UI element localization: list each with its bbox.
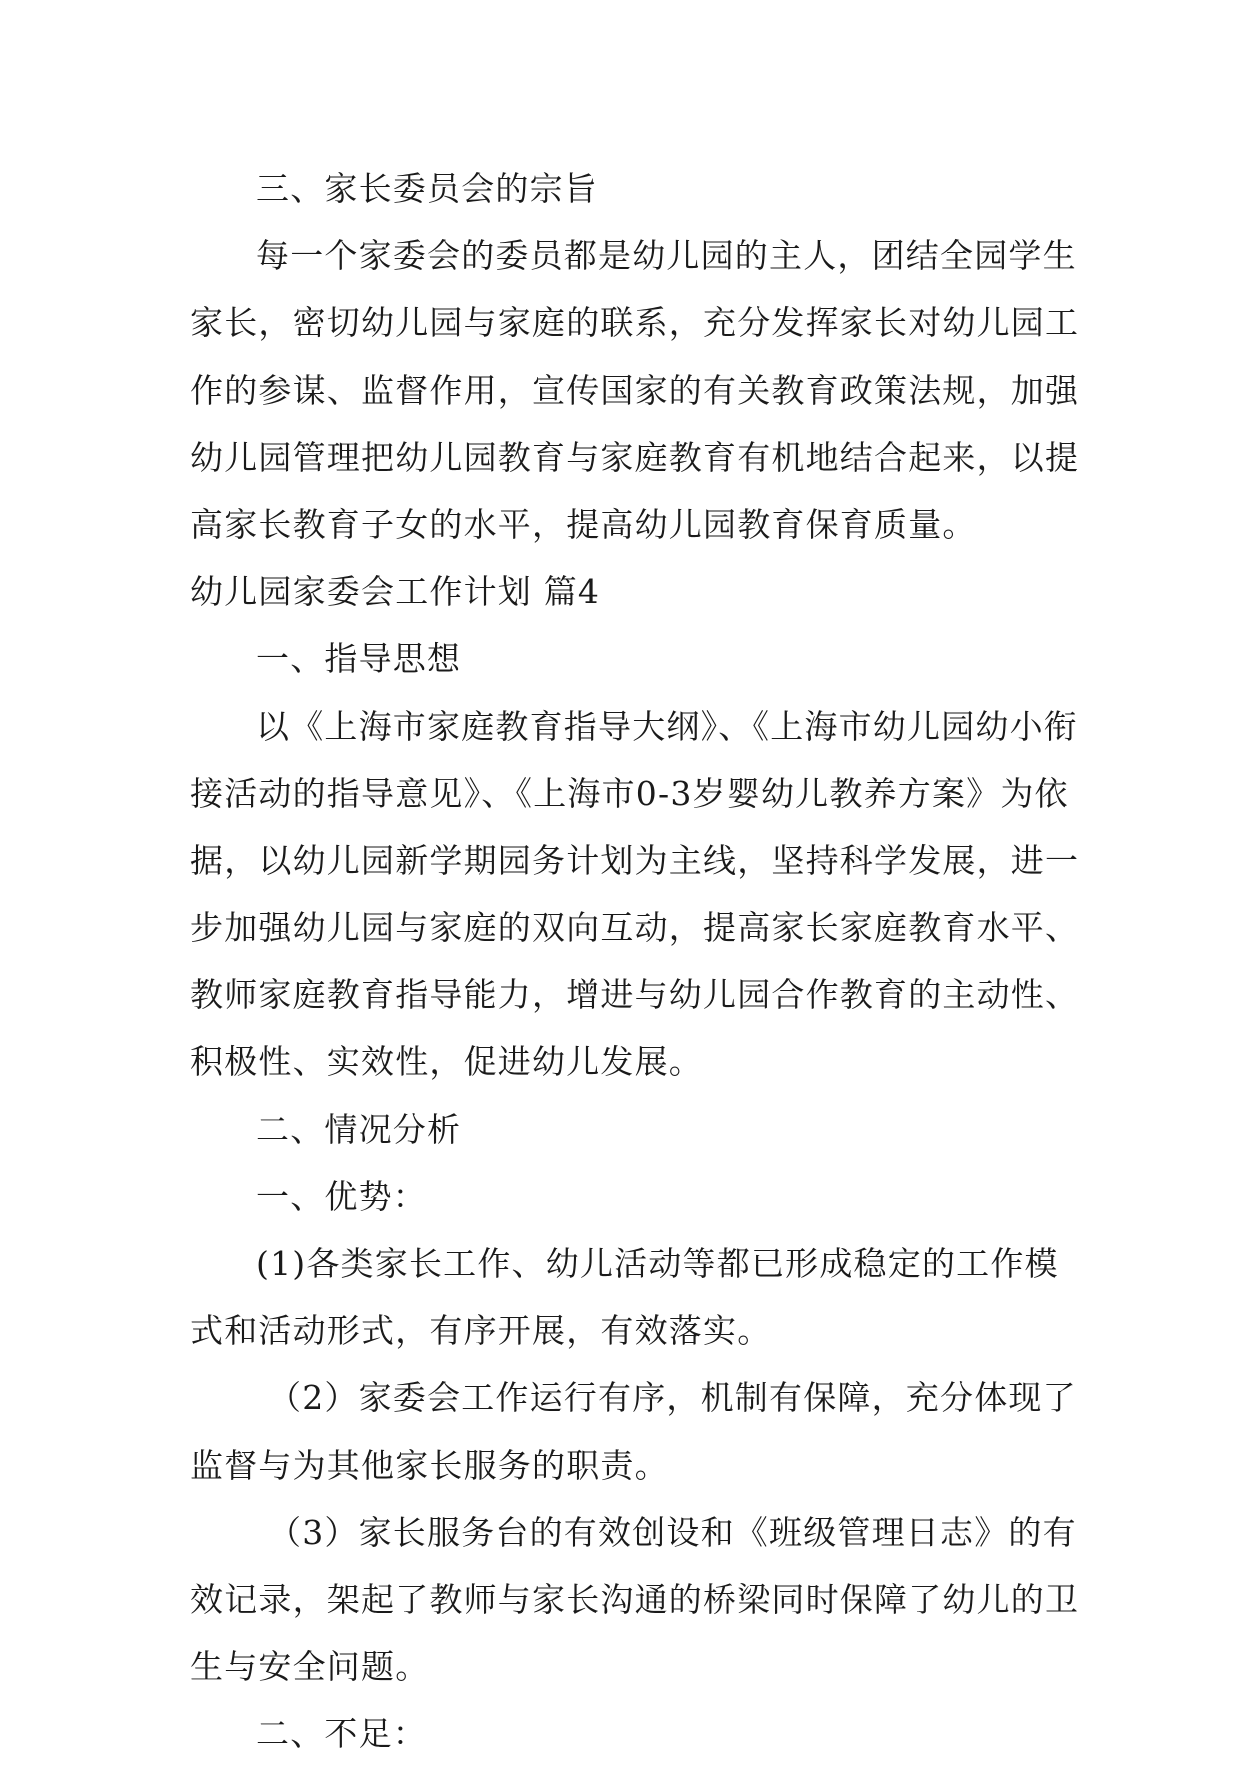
subsection-heading: 二、不足：: [256, 1714, 427, 1754]
section-heading: 三、家长委员会的宗旨: [256, 169, 598, 208]
subsection-heading: 一、优势：: [256, 1176, 427, 1216]
paragraph-line: 作的参谋、监督作用，宣传国家的有关教育政策法规，加强: [190, 370, 1080, 410]
list-item-line: （2）家委会工作运行有序，机制有保障，充分体现了: [268, 1378, 1077, 1418]
paragraph-line: 教师家庭教育指导能力，增进与幼儿园合作教育的主动性、: [190, 975, 1080, 1015]
paragraph-line: 家长，密切幼儿园与家庭的联系，充分发挥家长对幼儿园工: [190, 303, 1080, 343]
list-item-line: （3）家长服务台的有效创设和《班级管理日志》的有: [268, 1512, 1077, 1552]
paragraph-line: 高家长教育子女的水平，提高幼儿园教育保育质量。: [190, 504, 977, 544]
paragraph-line: 据，以幼儿园新学期园务计划为主线，坚持科学发展，进一: [190, 840, 1080, 880]
paragraph-line: 每一个家委会的委员都是幼儿园的主人，团结全园学生: [256, 236, 1077, 276]
paragraph-line: 积极性、实效性，促进幼儿发展。: [190, 1042, 703, 1082]
paragraph-line: 以《上海市家庭教育指导大纲》、《上海市幼儿园幼小衔: [256, 706, 1078, 746]
document-title: 幼儿园家委会工作计划 篇4: [190, 572, 601, 612]
paragraph-line: 幼儿园管理把幼儿园教育与家庭教育有机地结合起来，以提: [190, 437, 1080, 477]
paragraph-line: 接活动的指导意见》、《上海市0-3岁婴幼儿教养方案》为依: [190, 773, 1069, 813]
section-heading: 一、指导思想: [256, 639, 462, 679]
list-item-line: 效记录，架起了教师与家长沟通的桥梁同时保障了幼儿的卫: [190, 1579, 1080, 1619]
list-item-line: 监督与为其他家长服务的职责。: [190, 1445, 669, 1485]
list-item-line: 式和活动形式，有序开展，有效落实。: [190, 1311, 772, 1351]
paragraph-line: 步加强幼儿园与家庭的双向互动，提高家长家庭教育水平、: [190, 908, 1080, 948]
document-body: [190, 155, 1080, 1768]
section-heading: 二、情况分析: [256, 1109, 462, 1149]
list-item-line: (1)各类家长工作、幼儿活动等都已形成稳定的工作模: [256, 1244, 1059, 1283]
list-item-line: 生与安全问题。: [190, 1647, 430, 1687]
